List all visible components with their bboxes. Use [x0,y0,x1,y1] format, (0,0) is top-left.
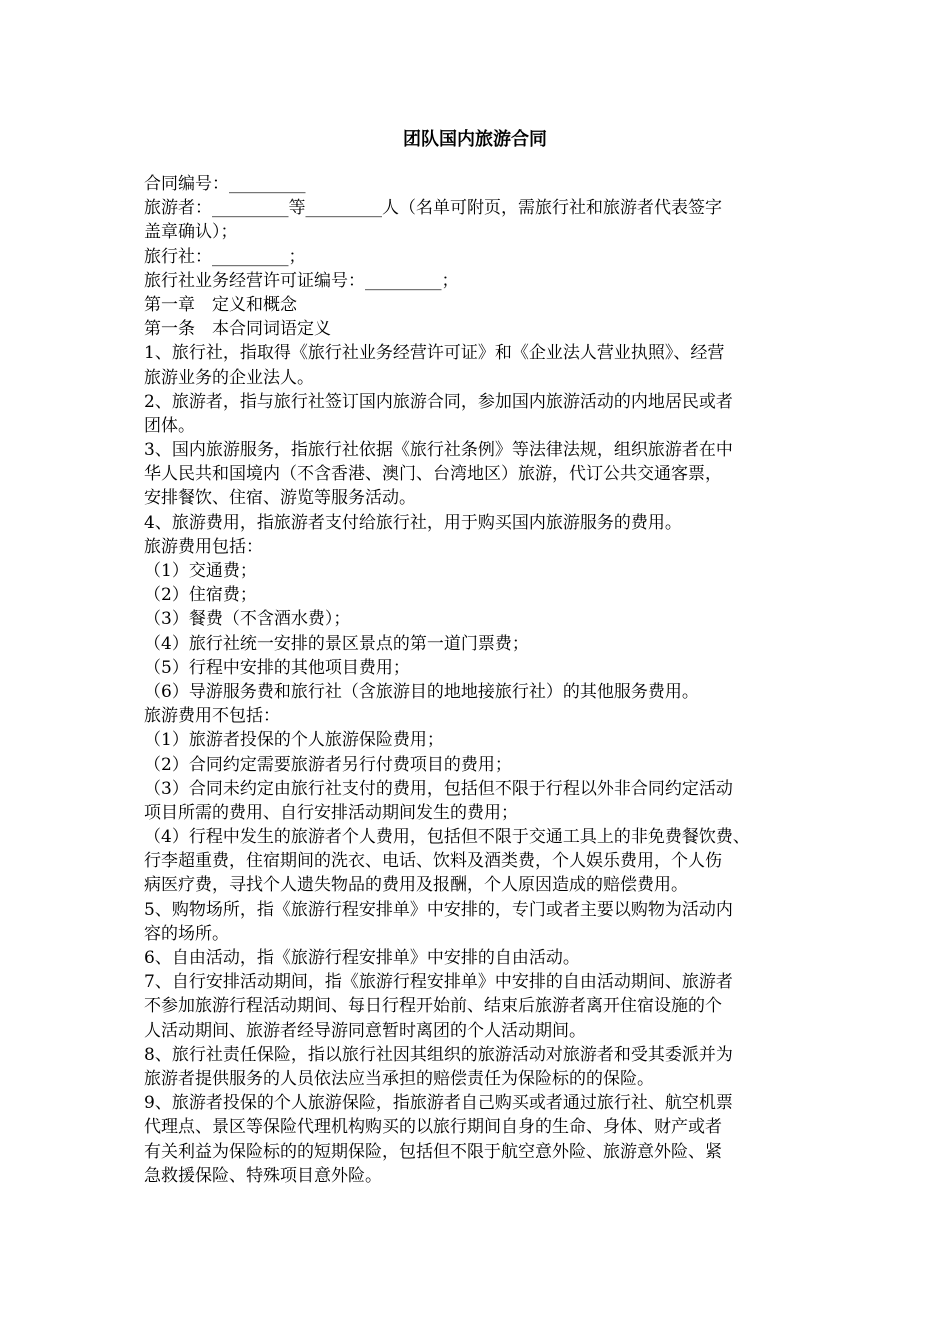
document-line: 旅游费用不包括： [144,706,280,727]
document-line: 安排餐饮、住宿、游览等服务活动。 [144,488,416,509]
document-line: 合同编号：_________ [144,174,306,194]
document-line: 9、旅游者投保的个人旅游保险，指旅游者自己购买或者通过旅行社、航空机票 [144,1093,733,1114]
document-line: 第一条 本合同词语定义 [144,319,331,340]
document-line: 旅游者提供服务的人员依法应当承担的赔偿责任为保险标的的保险。 [144,1068,654,1089]
document-line: 病医疗费，寻找个人遗失物品的费用及报酬，个人原因造成的赔偿费用。 [144,875,688,896]
document-line: 5、购物场所，指《旅游行程安排单》中安排的，专门或者主要以购物为活动内 [144,899,733,920]
document-line: 3、国内旅游服务，指旅行社依据《旅行社条例》等法律法规，组织旅游者在中 [144,440,733,461]
document-line: （4）旅行社统一安排的景区景点的第一道门票费； [144,633,529,654]
document-line: 旅行社业务经营许可证编号：_________； [144,270,459,291]
document-line: 项目所需的费用、自行安排活动期间发生的费用； [144,802,518,823]
document-line: （1）旅游者投保的个人旅游保险费用； [144,730,444,751]
document-line: 人活动期间、旅游者经导游同意暂时离团的个人活动期间。 [144,1020,586,1041]
document-line: （2）合同约定需要旅游者另行付费项目的费用； [144,754,512,775]
document-line: 旅游者：_________等_________人（名单可附页，需旅行社和旅游者代表签字 [144,198,722,219]
document-line: 不参加旅游行程活动期间、每日行程开始前、结束后旅游者离开住宿设施的个 [144,996,722,1017]
document-line: 容的场所。 [144,923,229,944]
document-title: 团队国内旅游合同 [403,129,547,150]
document-line: 2、旅游者，指与旅行社签订国内旅游合同，参加国内旅游活动的内地居民或者 [144,391,733,412]
document-line: （5）行程中安排的其他项目费用； [144,657,410,678]
document-line: 旅游业务的企业法人。 [144,367,314,388]
document-line: 行李超重费，住宿期间的洗衣、电话、饮料及酒类费，个人娱乐费用，个人伤 [144,851,722,872]
document-line: 4、旅游费用，指旅游者支付给旅行社，用于购买国内旅游服务的费用。 [144,512,682,533]
document-line: （3）合同未约定由旅行社支付的费用，包括但不限于行程以外非合同约定活动 [144,778,733,799]
document-line: （1）交通费； [144,561,257,581]
document-body [144,172,816,1188]
document-line: 第一章 定义和概念 [144,294,297,315]
document-line: （2）住宿费； [144,585,257,606]
document-line: （6）导游服务费和旅行社（含旅游目的地地接旅行社）的其他服务费用。 [144,681,699,702]
document-line: 1、旅行社，指取得《旅行社业务经营许可证》和《企业法人营业执照》、经营 [144,343,725,364]
document-line: 7、自行安排活动期间，指《旅游行程安排单》中安排的自由活动期间、旅游者 [144,972,733,993]
document-line: 8、旅行社责任保险，指以旅行社因其组织的旅游活动对旅游者和受其委派并为 [144,1044,733,1065]
document-line: 旅游费用包括： [144,536,263,557]
document-line: 代理点、景区等保险代理机构购买的以旅行期间自身的生命、身体、财产或者 [144,1117,722,1138]
document-line: （3）餐费（不含酒水费）； [144,609,351,630]
document-line: 华人民共和国境内（不含香港、澳门、台湾地区）旅游，代订公共交通客票， [144,464,722,485]
document-line: 旅行社：_________； [144,246,306,267]
document-line: 有关利益为保险标的的短期保险，包括但不限于航空意外险、旅游意外险、紧 [144,1141,722,1162]
document-line: 急救援保险、特殊项目意外险。 [144,1165,382,1186]
document-line: 盖章确认）； [144,222,238,243]
document-line: 6、自由活动，指《旅游行程安排单》中安排的自由活动。 [144,948,580,968]
document-line: （4）行程中发生的旅游者个人费用，包括但不限于交通工具上的非免费餐饮费、 [144,827,750,848]
document-line: 团体。 [144,415,195,436]
